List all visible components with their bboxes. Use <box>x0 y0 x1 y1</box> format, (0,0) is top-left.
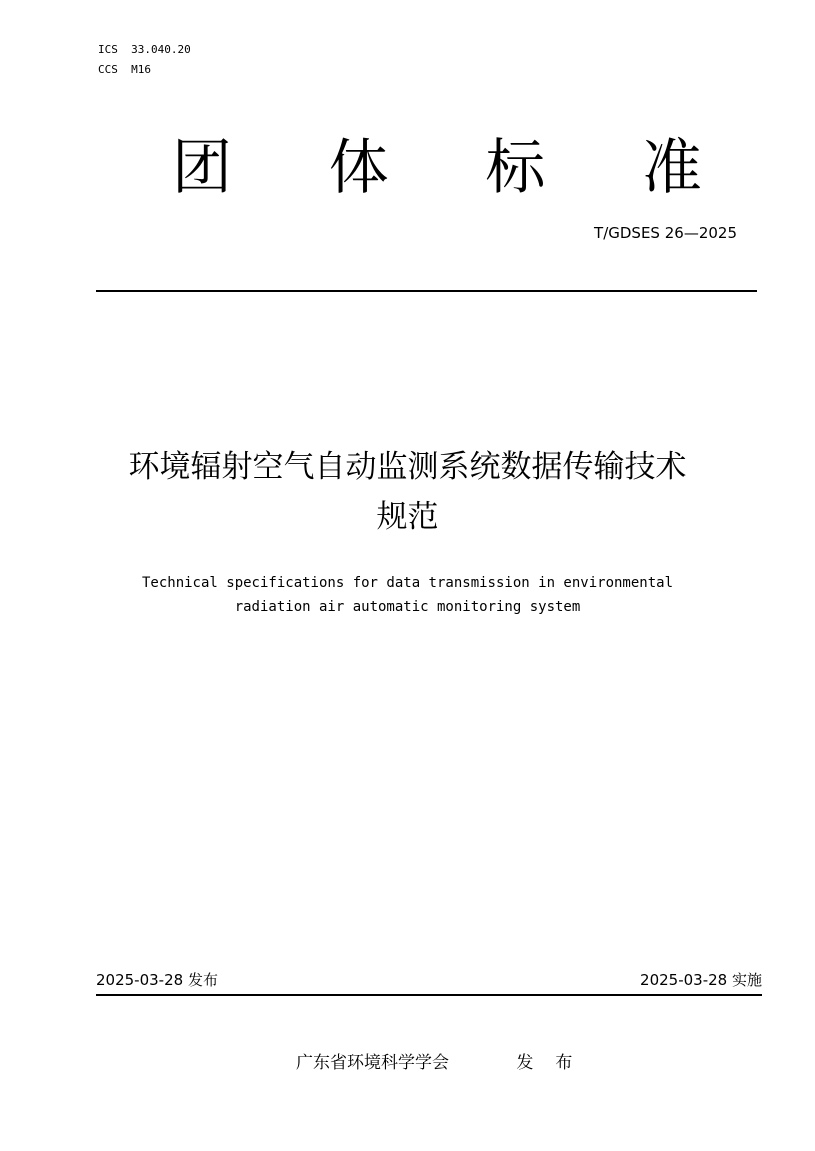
ccs-code: CCS M16 <box>98 63 151 76</box>
title-char: 体 <box>328 133 389 203</box>
english-title-line: Technical specifications for data transmission in environmental <box>141 575 673 591</box>
english-title <box>60 571 755 619</box>
issuer-name: 广东省环境科学学会 <box>296 1053 449 1073</box>
chinese-title <box>60 442 755 542</box>
top-divider <box>96 290 757 292</box>
document-type-title <box>172 128 702 208</box>
bottom-divider <box>96 994 762 996</box>
issuer-row <box>296 1050 594 1076</box>
issuer-action: 发布 <box>516 1053 595 1073</box>
title-char: 准 <box>641 133 702 203</box>
publish-date: 2025-03-28 发布 <box>96 971 218 989</box>
standard-number: T/GDSES 26—2025 <box>594 224 737 242</box>
chinese-title-line: 规范 <box>376 499 439 535</box>
title-char: 标 <box>485 133 546 203</box>
classification-codes <box>98 40 191 80</box>
ics-code: ICS 33.040.20 <box>98 43 191 56</box>
chinese-title-line: 环境辐射空气自动监测系统数据传输技术 <box>128 449 687 485</box>
english-title-line: radiation air automatic monitoring system <box>234 599 581 615</box>
title-char: 团 <box>172 133 232 203</box>
implement-date: 2025-03-28 实施 <box>640 971 762 989</box>
